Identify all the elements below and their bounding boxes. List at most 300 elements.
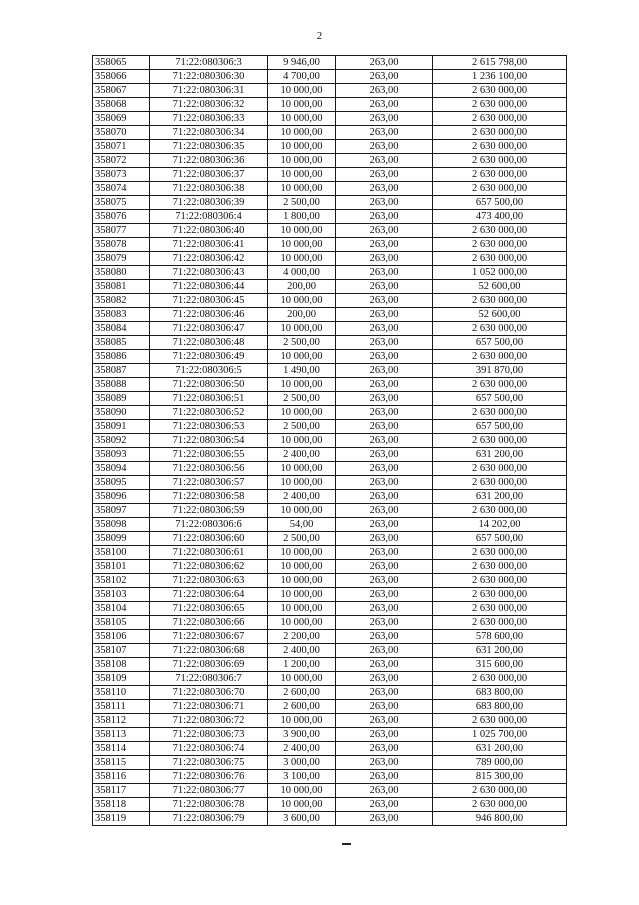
table-row	[93, 322, 567, 336]
cell-cadastral-number: 71:22:080306:30	[150, 70, 268, 84]
cell-rate: 263,00	[336, 588, 433, 602]
table-row	[93, 490, 567, 504]
cell-cadastral-value: 2 630 000,00	[433, 378, 567, 392]
cell-area: 3 100,00	[268, 770, 336, 784]
table-row	[93, 588, 567, 602]
table-row	[93, 770, 567, 784]
cell-cadastral-number: 71:22:080306:39	[150, 196, 268, 210]
table-row	[93, 504, 567, 518]
cell-cadastral-number: 71:22:080306:52	[150, 406, 268, 420]
cell-area: 4 000,00	[268, 266, 336, 280]
table-row	[93, 224, 567, 238]
cell-cadastral-value: 657 500,00	[433, 392, 567, 406]
cell-record-id: 358114	[93, 742, 150, 756]
cell-cadastral-value: 2 630 000,00	[433, 574, 567, 588]
cell-cadastral-number: 71:22:080306:63	[150, 574, 268, 588]
cell-area: 10 000,00	[268, 462, 336, 476]
table-row	[93, 168, 567, 182]
cell-area: 10 000,00	[268, 546, 336, 560]
table-row	[93, 462, 567, 476]
table-row	[93, 182, 567, 196]
table-row	[93, 378, 567, 392]
cell-record-id: 358092	[93, 434, 150, 448]
table-row	[93, 294, 567, 308]
cell-rate: 263,00	[336, 364, 433, 378]
cell-cadastral-value: 2 630 000,00	[433, 350, 567, 364]
cell-cadastral-value: 315 600,00	[433, 658, 567, 672]
table-row	[93, 686, 567, 700]
cell-cadastral-number: 71:22:080306:75	[150, 756, 268, 770]
cell-cadastral-number: 71:22:080306:31	[150, 84, 268, 98]
cell-record-id: 358075	[93, 196, 150, 210]
cell-cadastral-number: 71:22:080306:36	[150, 154, 268, 168]
cell-cadastral-number: 71:22:080306:56	[150, 462, 268, 476]
cell-cadastral-number: 71:22:080306:62	[150, 560, 268, 574]
table-row	[93, 532, 567, 546]
cell-area: 2 500,00	[268, 196, 336, 210]
cell-record-id: 358077	[93, 224, 150, 238]
cell-area: 10 000,00	[268, 182, 336, 196]
cell-rate: 263,00	[336, 700, 433, 714]
cell-cadastral-value: 683 800,00	[433, 700, 567, 714]
cell-record-id: 358094	[93, 462, 150, 476]
cell-area: 10 000,00	[268, 322, 336, 336]
cell-area: 2 500,00	[268, 420, 336, 434]
cell-area: 10 000,00	[268, 238, 336, 252]
cell-cadastral-value: 2 630 000,00	[433, 672, 567, 686]
cell-record-id: 358078	[93, 238, 150, 252]
table-row	[93, 336, 567, 350]
cell-record-id: 358086	[93, 350, 150, 364]
cell-area: 10 000,00	[268, 560, 336, 574]
cell-cadastral-number: 71:22:080306:70	[150, 686, 268, 700]
cell-cadastral-number: 71:22:080306:57	[150, 476, 268, 490]
cell-cadastral-value: 2 630 000,00	[433, 784, 567, 798]
data-table	[92, 55, 567, 826]
cell-area: 1 200,00	[268, 658, 336, 672]
cell-rate: 263,00	[336, 434, 433, 448]
cell-rate: 263,00	[336, 112, 433, 126]
table-row	[93, 616, 567, 630]
table-row	[93, 308, 567, 322]
cell-cadastral-value: 2 630 000,00	[433, 112, 567, 126]
cell-area: 10 000,00	[268, 476, 336, 490]
cell-cadastral-value: 2 630 000,00	[433, 616, 567, 630]
cell-area: 10 000,00	[268, 252, 336, 266]
cell-cadastral-value: 2 630 000,00	[433, 322, 567, 336]
cell-cadastral-number: 71:22:080306:64	[150, 588, 268, 602]
table-row	[93, 448, 567, 462]
table-row	[93, 266, 567, 280]
cell-cadastral-number: 71:22:080306:69	[150, 658, 268, 672]
cell-cadastral-number: 71:22:080306:38	[150, 182, 268, 196]
cell-area: 10 000,00	[268, 588, 336, 602]
cell-record-id: 358079	[93, 252, 150, 266]
cell-rate: 263,00	[336, 182, 433, 196]
cell-rate: 263,00	[336, 672, 433, 686]
cell-rate: 263,00	[336, 406, 433, 420]
cell-area: 10 000,00	[268, 798, 336, 812]
cell-cadastral-value: 2 630 000,00	[433, 154, 567, 168]
table-row	[93, 350, 567, 364]
cell-rate: 263,00	[336, 126, 433, 140]
cell-record-id: 358087	[93, 364, 150, 378]
cell-record-id: 358069	[93, 112, 150, 126]
table-row	[93, 812, 567, 826]
table-row	[93, 756, 567, 770]
cell-rate: 263,00	[336, 280, 433, 294]
cell-cadastral-number: 71:22:080306:68	[150, 644, 268, 658]
cell-cadastral-number: 71:22:080306:32	[150, 98, 268, 112]
cell-rate: 263,00	[336, 378, 433, 392]
cell-record-id: 358106	[93, 630, 150, 644]
cell-cadastral-value: 2 630 000,00	[433, 140, 567, 154]
cell-rate: 263,00	[336, 294, 433, 308]
table-row	[93, 56, 567, 70]
cell-record-id: 358115	[93, 756, 150, 770]
cell-area: 10 000,00	[268, 98, 336, 112]
cell-record-id: 358098	[93, 518, 150, 532]
cell-rate: 263,00	[336, 742, 433, 756]
table-row	[93, 728, 567, 742]
table-row	[93, 98, 567, 112]
cell-record-id: 358095	[93, 476, 150, 490]
cell-rate: 263,00	[336, 420, 433, 434]
cell-rate: 263,00	[336, 266, 433, 280]
table-row	[93, 154, 567, 168]
cell-rate: 263,00	[336, 602, 433, 616]
cell-rate: 263,00	[336, 252, 433, 266]
cell-cadastral-number: 71:22:080306:71	[150, 700, 268, 714]
cell-cadastral-number: 71:22:080306:42	[150, 252, 268, 266]
cell-record-id: 358101	[93, 560, 150, 574]
cell-rate: 263,00	[336, 630, 433, 644]
cell-cadastral-number: 71:22:080306:67	[150, 630, 268, 644]
cell-area: 10 000,00	[268, 224, 336, 238]
cell-cadastral-value: 2 630 000,00	[433, 546, 567, 560]
table-row	[93, 112, 567, 126]
cell-rate: 263,00	[336, 756, 433, 770]
cell-rate: 263,00	[336, 784, 433, 798]
cell-record-id: 358100	[93, 546, 150, 560]
cell-cadastral-number: 71:22:080306:65	[150, 602, 268, 616]
table-row	[93, 518, 567, 532]
cell-record-id: 358083	[93, 308, 150, 322]
cell-record-id: 358090	[93, 406, 150, 420]
table-row	[93, 280, 567, 294]
cell-record-id: 358074	[93, 182, 150, 196]
cell-rate: 263,00	[336, 560, 433, 574]
cell-rate: 263,00	[336, 238, 433, 252]
cell-cadastral-number: 71:22:080306:66	[150, 616, 268, 630]
cell-rate: 263,00	[336, 686, 433, 700]
cell-area: 2 400,00	[268, 448, 336, 462]
cell-cadastral-value: 14 202,00	[433, 518, 567, 532]
cell-cadastral-number: 71:22:080306:61	[150, 546, 268, 560]
cell-area: 3 000,00	[268, 756, 336, 770]
cell-cadastral-number: 71:22:080306:53	[150, 420, 268, 434]
table-row	[93, 798, 567, 812]
cell-area: 10 000,00	[268, 350, 336, 364]
cell-rate: 263,00	[336, 728, 433, 742]
cell-rate: 263,00	[336, 392, 433, 406]
table-row	[93, 714, 567, 728]
cell-cadastral-number: 71:22:080306:40	[150, 224, 268, 238]
table-row	[93, 560, 567, 574]
cell-cadastral-value: 2 630 000,00	[433, 504, 567, 518]
cell-cadastral-value: 631 200,00	[433, 742, 567, 756]
cell-rate: 263,00	[336, 462, 433, 476]
cell-rate: 263,00	[336, 448, 433, 462]
cell-cadastral-value: 1 025 700,00	[433, 728, 567, 742]
cell-cadastral-number: 71:22:080306:41	[150, 238, 268, 252]
cell-area: 10 000,00	[268, 378, 336, 392]
cell-area: 10 000,00	[268, 140, 336, 154]
cell-cadastral-number: 71:22:080306:74	[150, 742, 268, 756]
cell-rate: 263,00	[336, 490, 433, 504]
cell-cadastral-value: 391 870,00	[433, 364, 567, 378]
cell-cadastral-value: 2 630 000,00	[433, 588, 567, 602]
cell-rate: 263,00	[336, 658, 433, 672]
cell-area: 2 400,00	[268, 644, 336, 658]
cell-record-id: 358102	[93, 574, 150, 588]
cell-cadastral-value: 2 630 000,00	[433, 294, 567, 308]
cell-cadastral-value: 2 630 000,00	[433, 476, 567, 490]
cell-record-id: 358113	[93, 728, 150, 742]
cell-cadastral-value: 657 500,00	[433, 196, 567, 210]
cell-record-id: 358119	[93, 812, 150, 826]
cell-rate: 263,00	[336, 210, 433, 224]
cell-rate: 263,00	[336, 56, 433, 70]
table-row	[93, 392, 567, 406]
cell-cadastral-number: 71:22:080306:76	[150, 770, 268, 784]
cell-cadastral-number: 71:22:080306:46	[150, 308, 268, 322]
cell-rate: 263,00	[336, 70, 433, 84]
cell-record-id: 358096	[93, 490, 150, 504]
cell-record-id: 358116	[93, 770, 150, 784]
table-row	[93, 420, 567, 434]
cell-area: 3 600,00	[268, 812, 336, 826]
cell-cadastral-number: 71:22:080306:51	[150, 392, 268, 406]
cell-area: 10 000,00	[268, 84, 336, 98]
table-row	[93, 700, 567, 714]
cell-rate: 263,00	[336, 532, 433, 546]
cell-cadastral-value: 2 630 000,00	[433, 168, 567, 182]
cell-cadastral-number: 71:22:080306:60	[150, 532, 268, 546]
cell-record-id: 358073	[93, 168, 150, 182]
cell-cadastral-value: 2 630 000,00	[433, 714, 567, 728]
cell-area: 1 800,00	[268, 210, 336, 224]
cell-cadastral-number: 71:22:080306:47	[150, 322, 268, 336]
table-row	[93, 84, 567, 98]
cell-record-id: 358082	[93, 294, 150, 308]
cell-record-id: 358112	[93, 714, 150, 728]
cell-cadastral-value: 631 200,00	[433, 490, 567, 504]
cell-cadastral-value: 657 500,00	[433, 420, 567, 434]
table-row	[93, 434, 567, 448]
cell-cadastral-value: 2 630 000,00	[433, 252, 567, 266]
cell-cadastral-value: 2 630 000,00	[433, 126, 567, 140]
table-row	[93, 742, 567, 756]
cell-cadastral-number: 71:22:080306:72	[150, 714, 268, 728]
cell-area: 4 700,00	[268, 70, 336, 84]
cell-cadastral-number: 71:22:080306:79	[150, 812, 268, 826]
cell-area: 10 000,00	[268, 714, 336, 728]
cell-record-id: 358065	[93, 56, 150, 70]
cell-cadastral-number: 71:22:080306:59	[150, 504, 268, 518]
cell-rate: 263,00	[336, 644, 433, 658]
table-row	[93, 546, 567, 560]
cell-record-id: 358118	[93, 798, 150, 812]
cell-cadastral-number: 71:22:080306:6	[150, 518, 268, 532]
cell-cadastral-number: 71:22:080306:49	[150, 350, 268, 364]
cell-cadastral-value: 2 630 000,00	[433, 434, 567, 448]
cell-record-id: 358104	[93, 602, 150, 616]
cell-cadastral-number: 71:22:080306:43	[150, 266, 268, 280]
cell-rate: 263,00	[336, 616, 433, 630]
cell-record-id: 358067	[93, 84, 150, 98]
cell-rate: 263,00	[336, 84, 433, 98]
cell-cadastral-value: 2 630 000,00	[433, 560, 567, 574]
cell-rate: 263,00	[336, 714, 433, 728]
cell-record-id: 358080	[93, 266, 150, 280]
cell-record-id: 358110	[93, 686, 150, 700]
cell-area: 10 000,00	[268, 616, 336, 630]
table-row	[93, 644, 567, 658]
table-row	[93, 364, 567, 378]
cell-rate: 263,00	[336, 196, 433, 210]
cell-cadastral-number: 71:22:080306:54	[150, 434, 268, 448]
cell-record-id: 358089	[93, 392, 150, 406]
cell-record-id: 358093	[93, 448, 150, 462]
cell-rate: 263,00	[336, 812, 433, 826]
cell-cadastral-number: 71:22:080306:45	[150, 294, 268, 308]
cell-area: 54,00	[268, 518, 336, 532]
table-row	[93, 210, 567, 224]
cell-cadastral-value: 2 630 000,00	[433, 84, 567, 98]
table-row	[93, 70, 567, 84]
cell-cadastral-value: 1 052 000,00	[433, 266, 567, 280]
cell-area: 10 000,00	[268, 602, 336, 616]
table-row	[93, 630, 567, 644]
table-body	[93, 56, 567, 826]
cell-cadastral-number: 71:22:080306:73	[150, 728, 268, 742]
cell-cadastral-value: 631 200,00	[433, 644, 567, 658]
table-row	[93, 126, 567, 140]
cell-cadastral-number: 71:22:080306:7	[150, 672, 268, 686]
cell-rate: 263,00	[336, 350, 433, 364]
table-row	[93, 574, 567, 588]
cell-area: 200,00	[268, 280, 336, 294]
cell-rate: 263,00	[336, 476, 433, 490]
cell-record-id: 358088	[93, 378, 150, 392]
table-row	[93, 602, 567, 616]
cell-cadastral-number: 71:22:080306:58	[150, 490, 268, 504]
cell-area: 2 400,00	[268, 742, 336, 756]
cell-area: 2 400,00	[268, 490, 336, 504]
cell-cadastral-value: 2 630 000,00	[433, 224, 567, 238]
cell-record-id: 358107	[93, 644, 150, 658]
cell-cadastral-value: 2 630 000,00	[433, 406, 567, 420]
cell-area: 10 000,00	[268, 574, 336, 588]
cell-cadastral-value: 657 500,00	[433, 532, 567, 546]
cell-record-id: 358109	[93, 672, 150, 686]
cell-rate: 263,00	[336, 224, 433, 238]
footer-dash-mark	[342, 843, 351, 845]
cell-rate: 263,00	[336, 770, 433, 784]
cell-record-id: 358071	[93, 140, 150, 154]
cell-cadastral-number: 71:22:080306:35	[150, 140, 268, 154]
cell-cadastral-number: 71:22:080306:33	[150, 112, 268, 126]
cell-area: 2 500,00	[268, 392, 336, 406]
cell-cadastral-value: 657 500,00	[433, 336, 567, 350]
cell-cadastral-number: 71:22:080306:3	[150, 56, 268, 70]
cell-area: 2 500,00	[268, 336, 336, 350]
cell-cadastral-value: 631 200,00	[433, 448, 567, 462]
table-row	[93, 658, 567, 672]
cell-cadastral-value: 2 615 798,00	[433, 56, 567, 70]
cell-cadastral-value: 2 630 000,00	[433, 602, 567, 616]
cell-record-id: 358117	[93, 784, 150, 798]
cell-rate: 263,00	[336, 98, 433, 112]
cell-cadastral-number: 71:22:080306:55	[150, 448, 268, 462]
cell-area: 2 500,00	[268, 532, 336, 546]
table-row	[93, 784, 567, 798]
cell-record-id: 358070	[93, 126, 150, 140]
cell-record-id: 358072	[93, 154, 150, 168]
cell-rate: 263,00	[336, 546, 433, 560]
cell-record-id: 358066	[93, 70, 150, 84]
cell-cadastral-value: 578 600,00	[433, 630, 567, 644]
table-row	[93, 672, 567, 686]
cell-area: 200,00	[268, 308, 336, 322]
cell-cadastral-number: 71:22:080306:48	[150, 336, 268, 350]
cell-rate: 263,00	[336, 308, 433, 322]
table-row	[93, 196, 567, 210]
cell-rate: 263,00	[336, 504, 433, 518]
cell-area: 2 600,00	[268, 700, 336, 714]
cell-cadastral-value: 1 236 100,00	[433, 70, 567, 84]
cell-cadastral-value: 815 300,00	[433, 770, 567, 784]
cell-area: 10 000,00	[268, 406, 336, 420]
cell-record-id: 358097	[93, 504, 150, 518]
cell-cadastral-number: 71:22:080306:44	[150, 280, 268, 294]
cell-area: 2 600,00	[268, 686, 336, 700]
cell-cadastral-value: 2 630 000,00	[433, 238, 567, 252]
cell-cadastral-value: 52 600,00	[433, 308, 567, 322]
cell-area: 10 000,00	[268, 112, 336, 126]
cell-cadastral-value: 2 630 000,00	[433, 798, 567, 812]
cell-cadastral-number: 71:22:080306:4	[150, 210, 268, 224]
cell-rate: 263,00	[336, 336, 433, 350]
cell-area: 9 946,00	[268, 56, 336, 70]
cell-rate: 263,00	[336, 322, 433, 336]
cell-rate: 263,00	[336, 518, 433, 532]
cell-record-id: 358081	[93, 280, 150, 294]
cell-area: 3 900,00	[268, 728, 336, 742]
cell-record-id: 358076	[93, 210, 150, 224]
cell-area: 10 000,00	[268, 294, 336, 308]
page-number: 2	[316, 30, 323, 42]
cell-area: 10 000,00	[268, 154, 336, 168]
cell-record-id: 358084	[93, 322, 150, 336]
cell-cadastral-number: 71:22:080306:78	[150, 798, 268, 812]
cell-area: 2 200,00	[268, 630, 336, 644]
cell-area: 10 000,00	[268, 784, 336, 798]
cell-cadastral-value: 2 630 000,00	[433, 182, 567, 196]
cell-cadastral-number: 71:22:080306:37	[150, 168, 268, 182]
cell-cadastral-value: 789 000,00	[433, 756, 567, 770]
